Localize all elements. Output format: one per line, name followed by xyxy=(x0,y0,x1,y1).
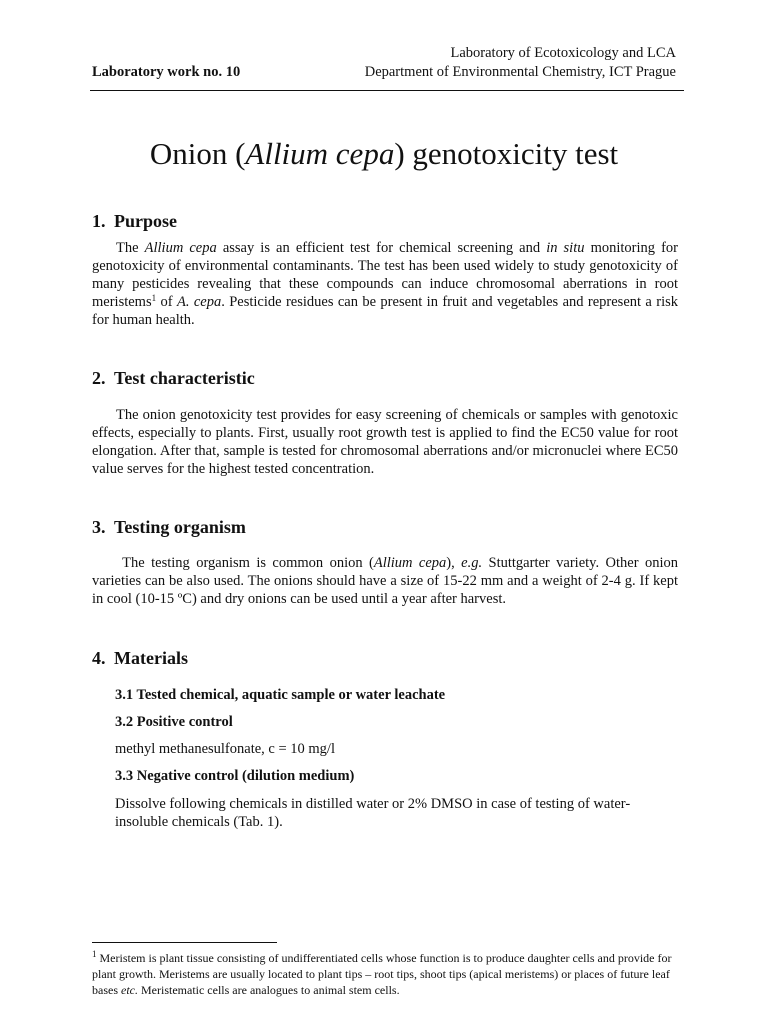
section-heading-materials: 4. Materials xyxy=(92,648,188,668)
document-title: Onion (Allium cepa) genotoxicity test xyxy=(149,136,619,171)
footnote-divider xyxy=(92,942,277,943)
organism-paragraph: The testing organism is common onion (Allium cepa), e.g. Stuttgarter variety. Other onion varieties can be also used. The onions should have a size of 15-22 mm and a weight of 2-4 g. If kept in cool (10-15 ºC) and dry onions can be used until a year after harvest. xyxy=(92,555,678,607)
subheading-negative-control: 3.3 Negative control (dilution medium) xyxy=(115,768,355,784)
section-heading-test-characteristic: 2. Test characteristic xyxy=(92,368,255,388)
purpose-paragraph: The Allium cepa assay is an efficient test for chemical screening and in situ monitoring for genotoxicity of environmental contaminants. The test has been used widely to study genotoxicity of many pesticides revealing that these compounds can induce chromosomal aberrations in root meristems$^1$ of A. cepa. Pesticide residues can be present in fruit and vegetables and represent a risk for human health. xyxy=(92,240,679,328)
positive-control-text: methyl methanesulfonate, c = 10 mg/l xyxy=(115,741,335,757)
subheading-positive-control: 3.2 Positive control xyxy=(115,714,233,730)
department-name: Department of Environmental Chemistry, ICT Prague xyxy=(364,64,676,80)
section-heading-purpose: 1. Purpose xyxy=(92,211,177,231)
header-divider xyxy=(90,90,684,91)
subheading-tested-chemical: 3.1 Tested chemical, aquatic sample or water leachate xyxy=(115,687,446,703)
page-header-institution xyxy=(365,44,676,82)
footnote-ref: 1 xyxy=(151,293,157,303)
lab-name: Laboratory of Ecotoxicology and LCA xyxy=(450,45,676,61)
section-heading-testing-organism: 3. Testing organism xyxy=(92,517,246,537)
lab-work-number: Laboratory work no. 10 xyxy=(92,64,241,80)
negative-control-text: Dissolve following chemicals in distilled water or 2% DMSO in case of testing of water-insoluble chemicals (Tab. 1). xyxy=(115,796,631,830)
footnote: $^1$ Meristem is plant tissue consisting of undifferentiated cells whose function is to produce daughter cells and provide for plant growth. Meristems are usually located to plant tips – root tips, shoot tips (apical meristems) or places of future leaf bases etc. Meristematic cells are analogues to animal stem cells. xyxy=(92,949,672,997)
characteristic-paragraph: The onion genotoxicity test provides for easy screening of chemicals or samples with genotoxic effects, especially to plants. First, usually root growth test is applied to find the EC50 value for root elongation. After that, sample is tested for chromosomal aberrations and/or micronuclei where EC50 value serves for the highest tested concentration. xyxy=(92,407,678,477)
